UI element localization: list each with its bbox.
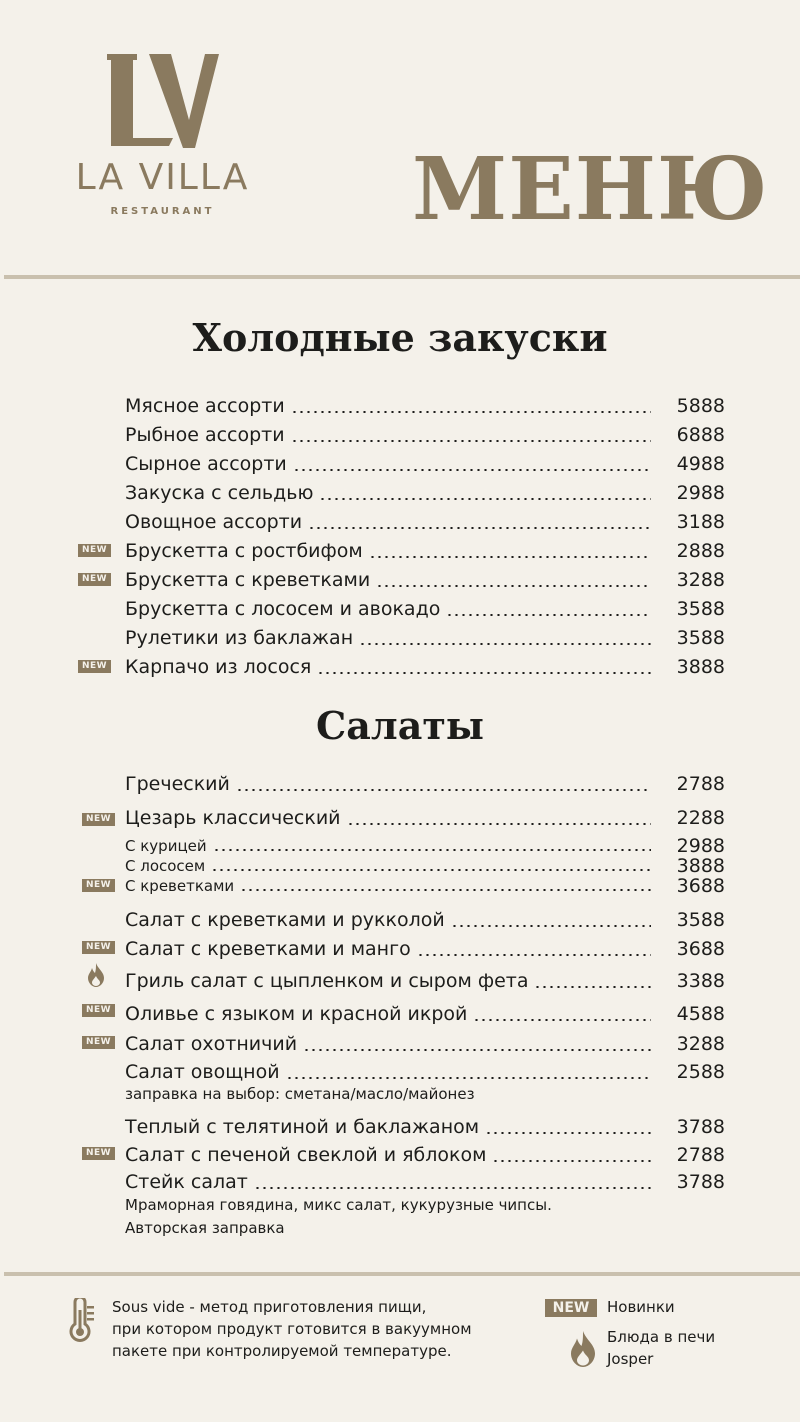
menu-item: Сырное ассорти 4988 (125, 453, 725, 475)
thermometer-icon (66, 1298, 96, 1342)
lv-monogram-icon (107, 50, 219, 152)
menu-item: Салат овощной 2588 (125, 1061, 725, 1083)
bottom-divider (4, 1272, 800, 1276)
legend-new-badge: NEW (545, 1299, 597, 1317)
top-divider (4, 275, 800, 279)
menu-item: Карпачо из лосося 3888 (125, 656, 725, 678)
menu-subitem: С курицей 2988 (125, 835, 725, 857)
new-badge: NEW (82, 879, 115, 892)
menu-subitem: С лососем 3888 (125, 855, 725, 877)
restaurant-logo (50, 50, 275, 217)
new-badge: NEW (78, 544, 111, 557)
menu-item-note: Мраморная говядина, микс салат, кукурузные чипсы. (125, 1196, 552, 1214)
fire-icon (86, 963, 106, 987)
menu-item: Стейк салат 3788 (125, 1171, 725, 1193)
menu-item: Рулетики из баклажан 3588 (125, 627, 725, 649)
menu-item: Закуска с сельдью 2988 (125, 482, 725, 504)
new-badge: NEW (82, 1036, 115, 1049)
menu-item: Рыбное ассорти 6888 (125, 424, 725, 446)
legend-new-label: Новинки (607, 1298, 675, 1316)
menu-item: Салат с креветками и рукколой 3588 (125, 909, 725, 931)
menu-item: Овощное ассорти 3188 (125, 511, 725, 533)
menu-item: Брускетта с лососем и авокадо 3588 (125, 598, 725, 620)
menu-subitem: С креветками 3688 (125, 875, 725, 897)
fire-icon (568, 1330, 598, 1368)
section-title-cold-appetizers: Холодные закуски (192, 315, 608, 360)
menu-item: Теплый с телятиной и баклажаном 3788 (125, 1116, 725, 1138)
menu-item: Мясное ассорти 5888 (125, 395, 725, 417)
menu-item: Цезарь классический 2288 (125, 807, 725, 829)
new-badge: NEW (82, 941, 115, 954)
brand-subtitle: RESTAURANT (110, 206, 215, 217)
menu-item: Брускетта с креветками 3288 (125, 569, 725, 591)
menu-item: Салат охотничий 3288 (125, 1033, 725, 1055)
legend-josper-label: Блюда в печи Josper (607, 1328, 716, 1368)
menu-item-note: Авторская заправка (125, 1219, 285, 1237)
menu-item: Салат с печеной свеклой и яблоком 2788 (125, 1144, 725, 1166)
section-title-salads: Салаты (316, 703, 484, 748)
new-badge: NEW (78, 660, 111, 673)
menu-item: Гриль салат с цыпленком и сыром фета 3388 (125, 970, 725, 992)
new-badge: NEW (78, 573, 111, 586)
new-badge: NEW (82, 813, 115, 826)
menu-item: Оливье с языком и красной икрой 4588 (125, 1003, 725, 1025)
sous-vide-note: Sous vide - метод приготовления пищи, при котором продукт готовится в вакуумном пакете при контролируемой температуре. (112, 1298, 472, 1360)
menu-title: МЕНЮ (412, 139, 769, 240)
new-badge: NEW (82, 1004, 115, 1017)
menu-item: Греческий 2788 (125, 773, 725, 795)
menu-item: Брускетта с ростбифом 2888 (125, 540, 725, 562)
menu-item-note: заправка на выбор: сметана/масло/майонез (125, 1085, 475, 1103)
new-badge: NEW (82, 1147, 115, 1160)
brand-name: LA VILLA (75, 157, 250, 198)
menu-item: Салат с креветками и манго 3688 (125, 938, 725, 960)
